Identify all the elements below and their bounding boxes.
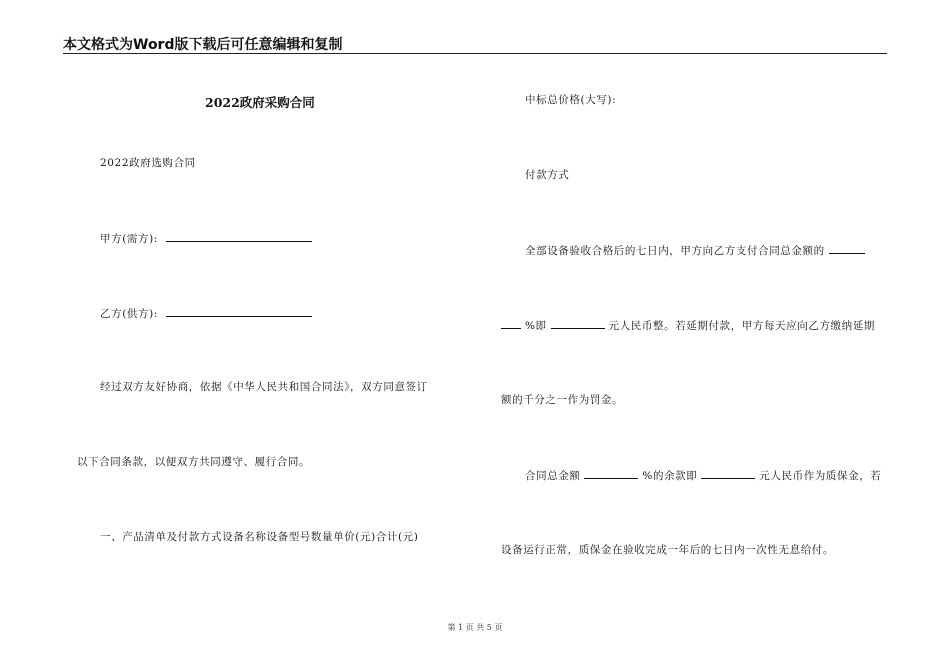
paragraph-3-text-c: 元人民币作为质保金，若 [759, 470, 882, 482]
party-a-line [100, 231, 312, 246]
party-a-field[interactable] [166, 231, 312, 242]
payment-percent-field-a[interactable] [829, 243, 865, 254]
paragraph-2-text-2: 元人民币整。若延期付款，甲方每天应向乙方缴纳延期 [608, 320, 875, 332]
party-b-field[interactable] [166, 306, 312, 317]
header-rule [63, 53, 887, 54]
payment-method-heading: 付款方式 [525, 169, 570, 181]
page-number: 第 1 页 共 5 页 [447, 623, 503, 632]
party-b-label: 乙方(供方): [100, 308, 158, 320]
document-title: 2022政府采购合同 [205, 95, 315, 110]
paragraph-2-line-3: 额的千分之一作为罚金。 [501, 394, 624, 406]
paragraph-1-line-1: 经过双方友好协商，依据《中华人民共和国合同法》，双方同意签订 [100, 381, 428, 393]
paragraph-2-pct: %即 [524, 320, 547, 332]
paragraph-2-line-2 [501, 318, 875, 333]
total-price-label: 中标总价格(大写): [525, 94, 617, 106]
paragraph-3-text-b: %的余款即 [642, 470, 698, 482]
paragraph-1-line-2: 以下合同条款，以便双方共同遵守、履行合同。 [77, 456, 311, 468]
payment-percent-field-b[interactable] [501, 318, 521, 329]
warranty-percent-field[interactable] [584, 468, 638, 479]
paragraph-3-line-1 [525, 468, 881, 483]
paragraph-2-line-1 [525, 243, 865, 258]
paragraph-3-text-a: 合同总金额 [525, 470, 581, 482]
subtitle: 2022政府选购合同 [100, 157, 196, 169]
party-b-line [100, 306, 312, 321]
paragraph-3-line-2: 设备运行正常，质保金在验收完成一年后的七日内一次性无息给付。 [501, 544, 834, 556]
section-1-heading: 一、产品清单及付款方式设备名称设备型号数量单价(元)合计(元) [100, 531, 419, 543]
party-a-label: 甲方(需方): [100, 233, 158, 245]
payment-amount-field[interactable] [551, 318, 605, 329]
paragraph-2-text: 全部设备验收合格后的七日内，甲方向乙方支付合同总金额的 [525, 245, 825, 257]
warranty-amount-field[interactable] [701, 468, 755, 479]
document-header: 本文格式为Word版下载后可任意编辑和复制 [63, 37, 343, 53]
